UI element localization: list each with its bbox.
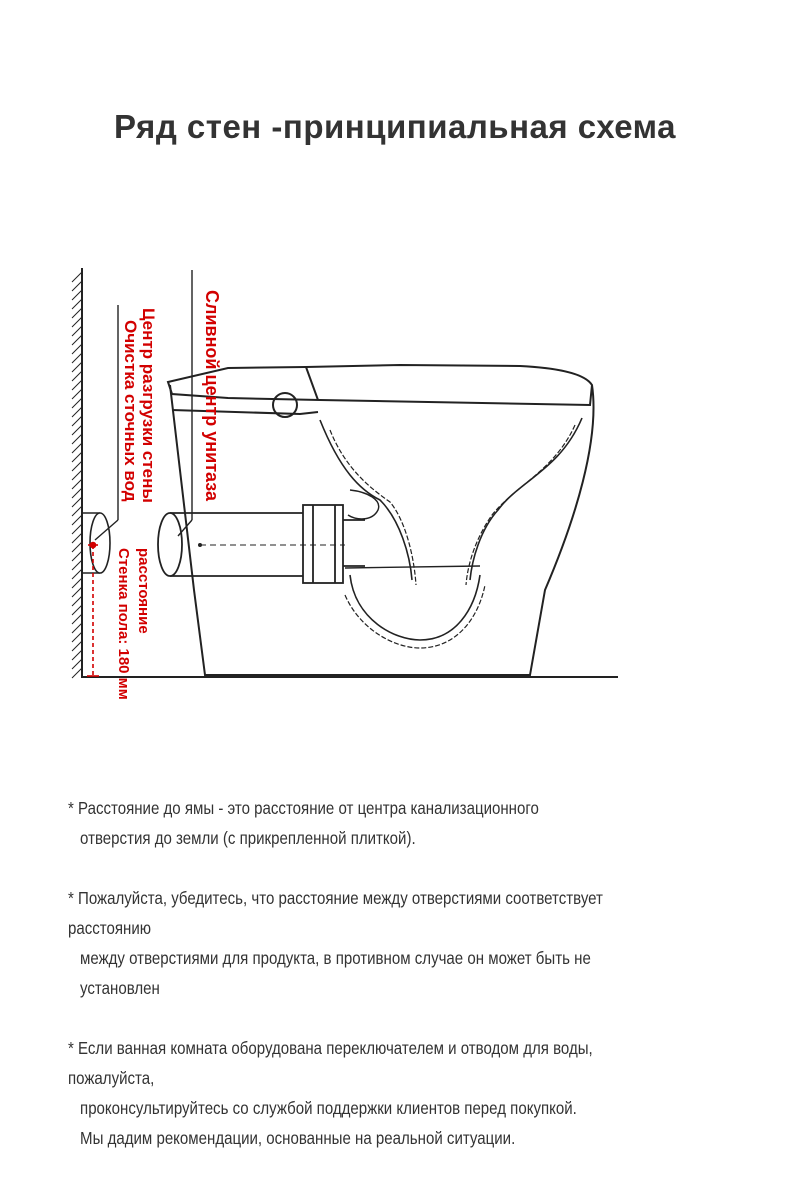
note-item xyxy=(68,883,670,1003)
hatch-line xyxy=(72,623,82,633)
note-line: * Расстояние до ямы - это расстояние от центра канализационного xyxy=(68,798,539,818)
wall-floor-label: Стенка пола: 180 мм xyxy=(115,548,132,700)
hatch-line xyxy=(72,650,82,660)
hatch-line xyxy=(72,290,82,300)
hatch-line xyxy=(72,416,82,426)
note-line: между отверстиями для продукта, в противном случае он может быть не установлен xyxy=(80,948,591,998)
hatch-line xyxy=(72,533,82,543)
hatch-line xyxy=(72,317,82,327)
drain-center-label: Сливной центр унитаза xyxy=(202,290,222,501)
hatch-line xyxy=(72,668,82,678)
wall-drain-center-label: Центр разгрузки стены xyxy=(139,308,158,503)
hatch-line xyxy=(72,380,82,390)
hatch-line xyxy=(72,542,82,552)
hatch-line xyxy=(72,560,82,570)
hatch-line xyxy=(72,371,82,381)
note-item xyxy=(68,793,670,853)
hatch-line xyxy=(72,281,82,291)
note-item xyxy=(68,1033,670,1153)
hatch-line xyxy=(72,515,82,525)
hatch-line xyxy=(72,398,82,408)
note-line: Мы дадим рекомендации, основанные на реальной ситуации. xyxy=(80,1128,516,1148)
hatch-line xyxy=(72,632,82,642)
hatch-line xyxy=(72,407,82,417)
hatch-line xyxy=(72,488,82,498)
hatch-line xyxy=(72,443,82,453)
hatch-line xyxy=(72,614,82,624)
wall-hatching xyxy=(72,272,82,678)
hatch-line xyxy=(72,479,82,489)
hatch-line xyxy=(72,353,82,363)
hatch-line xyxy=(72,389,82,399)
hatch-line xyxy=(72,344,82,354)
hatch-line xyxy=(72,578,82,588)
hatch-line xyxy=(72,308,82,318)
hatch-line xyxy=(72,524,82,534)
hatch-line xyxy=(72,605,82,615)
distance-label: расстояние xyxy=(135,548,152,634)
hatch-line xyxy=(72,497,82,507)
hatch-line xyxy=(72,461,82,471)
wall-drain-pipe xyxy=(82,513,110,573)
hatch-line xyxy=(72,641,82,651)
hatch-line xyxy=(72,452,82,462)
notes-section xyxy=(68,793,670,1183)
diagram-title: Ряд стен -принципиальная схема xyxy=(113,108,676,145)
hatch-line xyxy=(72,569,82,579)
sewage-cleaning-label: Очистка сточных вод xyxy=(121,320,140,502)
hatch-line xyxy=(72,551,82,561)
hatch-line xyxy=(72,596,82,606)
wall xyxy=(72,268,82,678)
hatch-line xyxy=(72,335,82,345)
note-line: проконсультируйтесь со службой поддержки клиентов перед покупкой. xyxy=(80,1098,577,1118)
hatch-line xyxy=(72,587,82,597)
hatch-line xyxy=(72,362,82,372)
toilet-body xyxy=(168,365,594,675)
hatch-line xyxy=(72,434,82,444)
note-line: * Если ванная комната оборудована переключателем и отводом для воды, пожалуйста, xyxy=(68,1038,593,1088)
hatch-line xyxy=(72,272,82,282)
hatch-line xyxy=(72,659,82,669)
note-line: отверстия до земли (с прикрепленной плиткой). xyxy=(80,828,416,848)
hatch-line xyxy=(72,299,82,309)
note-line: * Пожалуйста, убедитесь, что расстояние между отверстиями соответствует расстоянию xyxy=(68,888,603,938)
hatch-line xyxy=(72,470,82,480)
hatch-line xyxy=(72,326,82,336)
hatch-line xyxy=(72,425,82,435)
hatch-line xyxy=(72,506,82,516)
